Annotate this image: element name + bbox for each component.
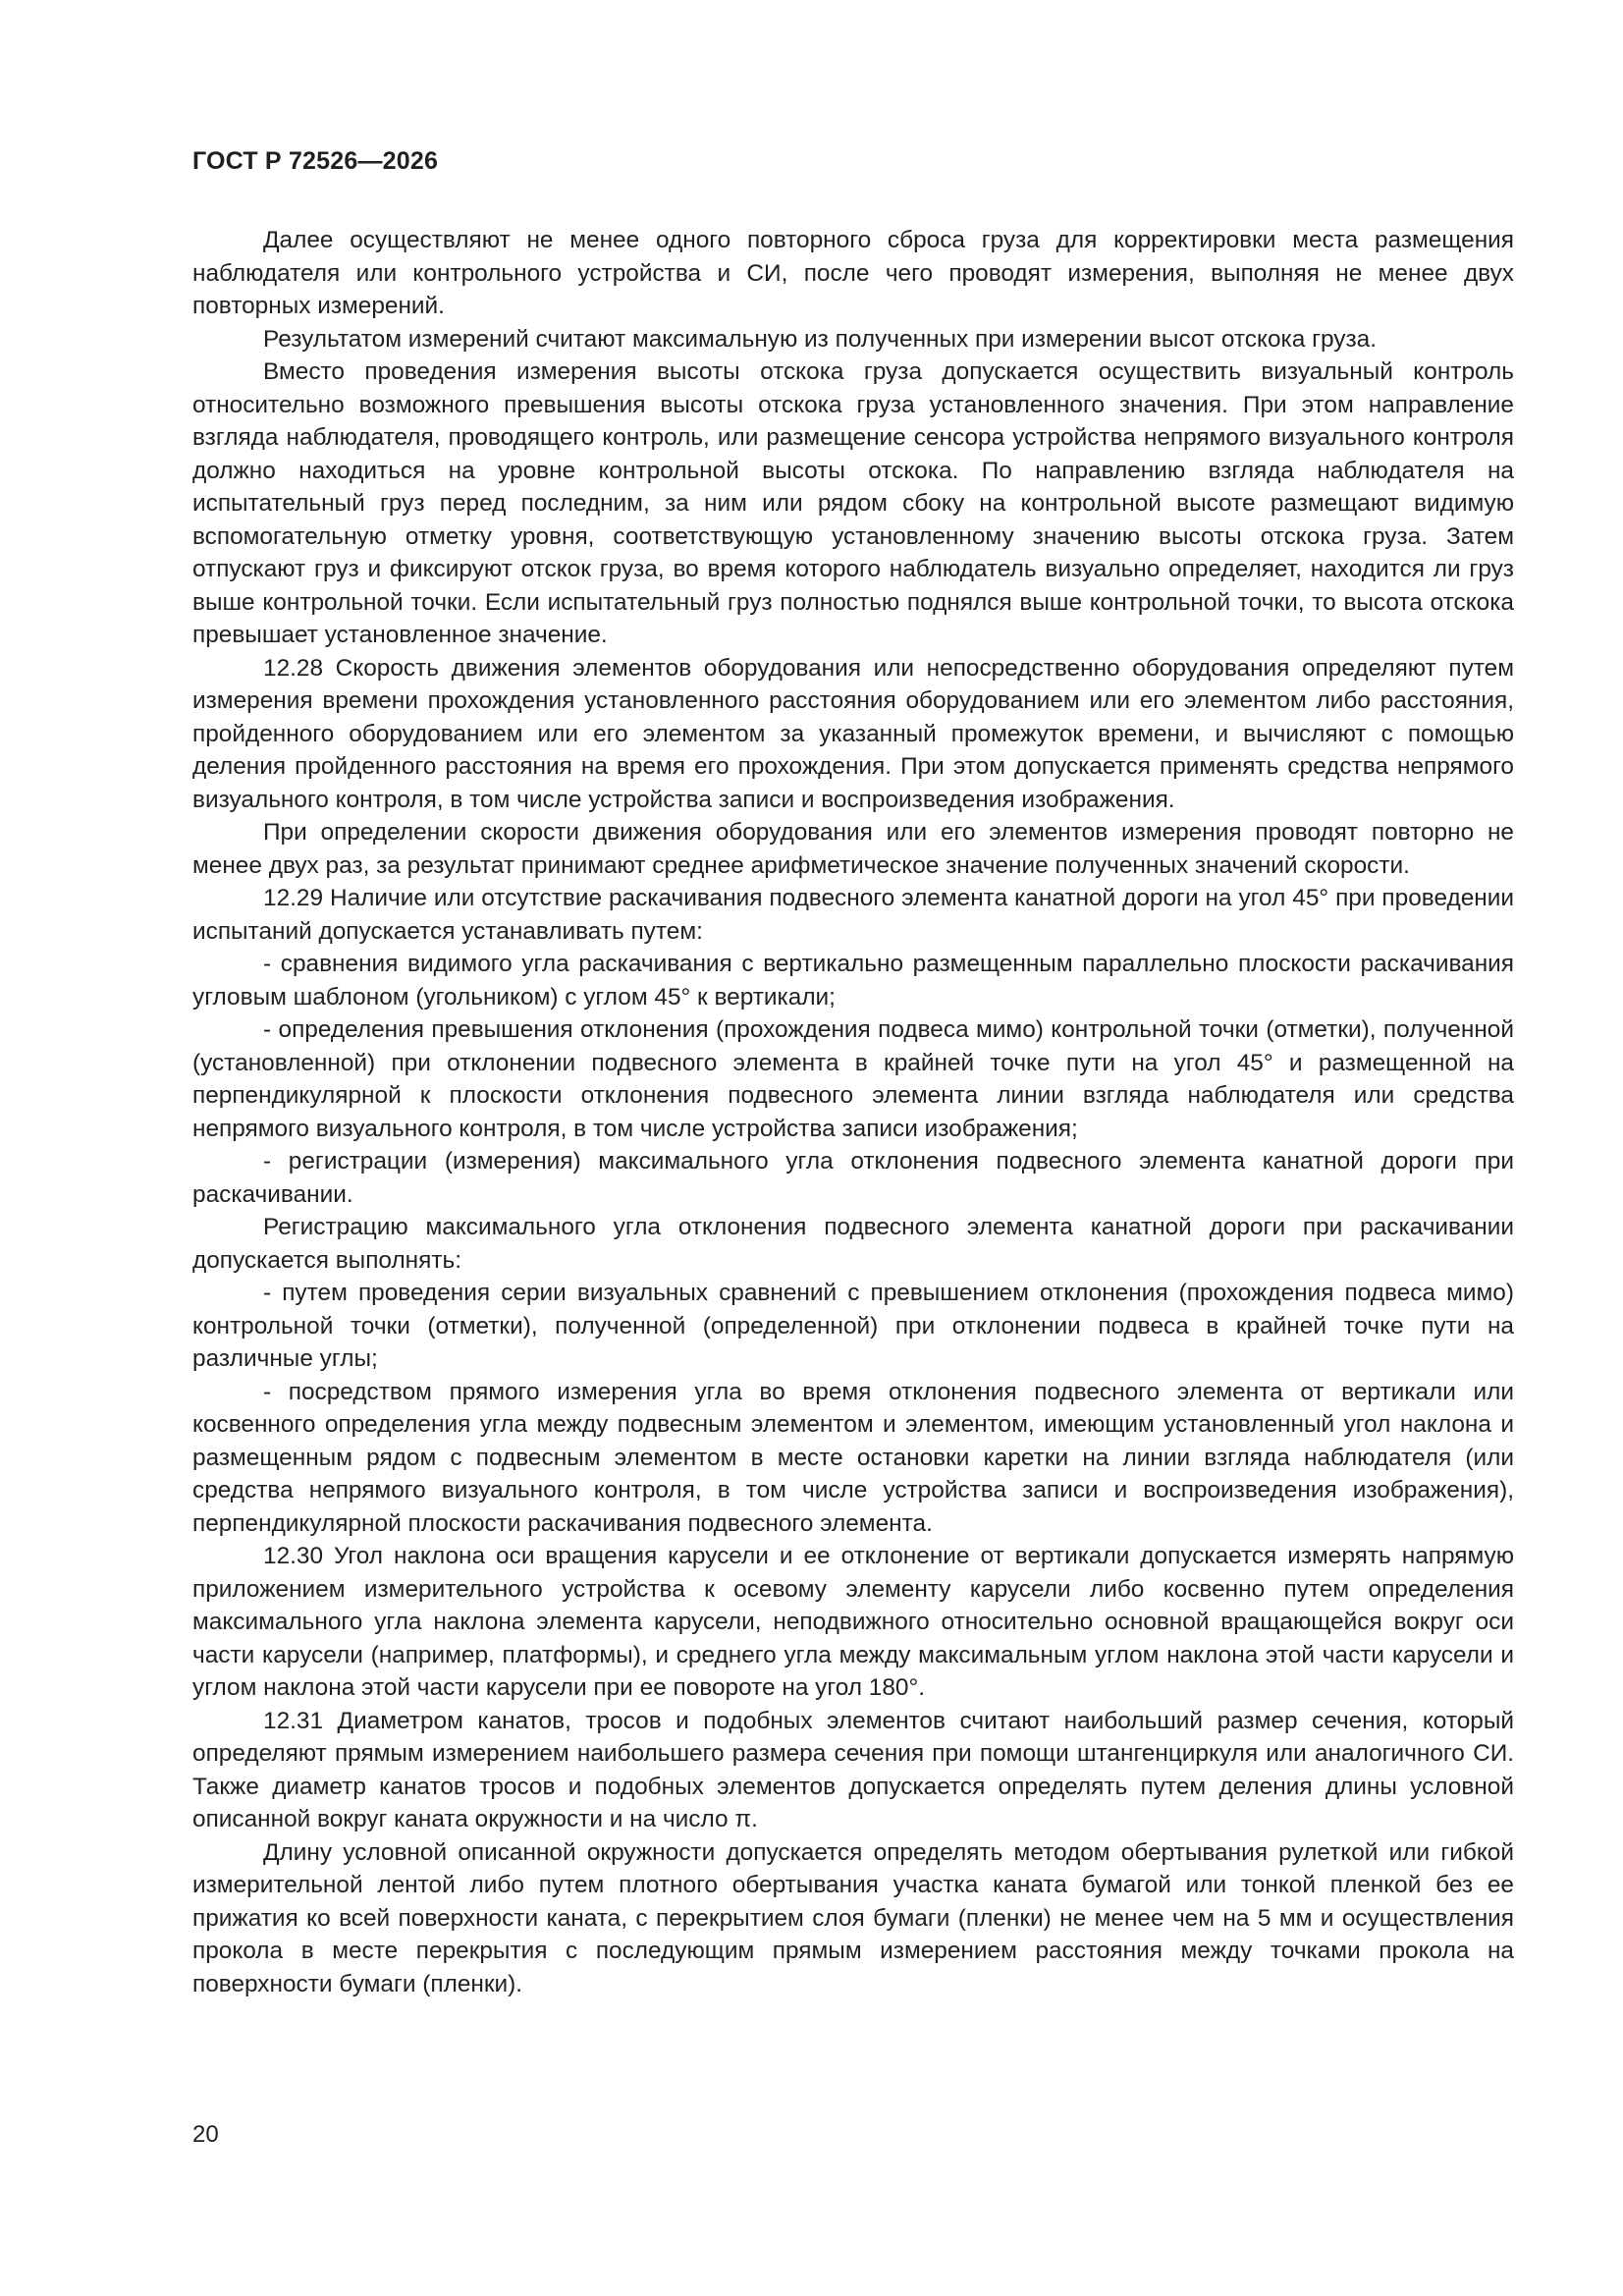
- paragraph: Далее осуществляют не менее одного повторного сброса груза для корректировки места размещения наблюдателя или контрольного устройства и СИ, после чего проводят измерения, выполняя не менее двух повторных измерений.: [192, 227, 1514, 319]
- paragraph: При определении скорости движения оборудования или его элементов измерения проводят повторно не менее двух раз, за результат принимают среднее арифметическое значение полученных значений скорости.: [192, 819, 1514, 879]
- paragraph: Длину условной описанной окружности допускается определять методом обертывания рулеткой или гибкой измерительной лентой либо путем плотного обертывания участка каната бумагой или тонкой пленкой без ее прижатия ко всей поверхности каната, с перекрытием слоя бумаги (пленки) не менее чем на 5 мм и осуществления прокола в месте перекрытия с последующим прямым измерением расстояния между точками прокола на поверхности бумаги (пленки).: [192, 1838, 1514, 1997]
- list-item: - сравнения видимого угла раскачивания с вертикально размещенным параллельно плоскости раскачивания угловым шаблоном (угольником) с углом 45° к вертикали;: [192, 951, 1514, 1011]
- paragraph: Вместо проведения измерения высоты отскока груза допускается осуществить визуальный контроль относительно возможного превышения высоты отскока груза установленного значения. При этом направление взгляда наблюдателя, проводящего контроль, или размещение сенсора устройства непрямого визуального контроля должно находиться на уровне контрольной высоты отскока. По направлению взгляда наблюдателя на испытательный груз перед последним, за ним или рядом сбоку на контрольной высоте размещают видимую вспомогательную отметку уровня, соответствующую установленному значению высоты отскока груза. Затем отпускают груз и фиксируют отскок груза, во время которого наблюдатель визуально определяет, находится ли груз выше контрольной точки. Если испытательный груз полностью поднялся выше контрольной точки, то высота отскока превышает установленное значение.: [192, 358, 1514, 648]
- paragraph: Результатом измерений считают максимальную из полученных при измерении высот отскока груза.: [263, 325, 1377, 353]
- page-number: 20: [192, 2121, 219, 2148]
- document-body: [192, 224, 1514, 2000]
- list-item: - регистрации (измерения) максимального угла отклонения подвесного элемента канатной дороги при раскачивании.: [192, 1148, 1514, 1208]
- paragraph-12-31: 12.31 Диаметром канатов, тросов и подобных элементов считают наибольший размер сечения, который определяют прямым измерением наибольшего размера сечения при помощи штангенциркуля или аналогичного СИ. Также диаметр канатов тросов и подобных элементов допускается определять путем деления длины условной описанной вокруг каната окружности и на число π.: [192, 1707, 1514, 1832]
- paragraph-12-29: 12.29 Наличие или отсутствие раскачивания подвесного элемента канатной дороги на угол 45° при проведении испытаний допускается устанавливать путем:: [192, 885, 1514, 945]
- paragraph-12-30: 12.30 Угол наклона оси вращения карусели и ее отклонение от вертикали допускается измерять напрямую приложением измерительного устройства к осевому элементу карусели либо косвенно путем определения максимального угла наклона элемента карусели, неподвижного относительно основной вращающейся вокруг оси части карусели (например, платформы), и среднего угла между максимальным углом наклона этой части карусели и углом наклона этой части карусели при ее повороте на угол 180°.: [192, 1543, 1514, 1701]
- list-item: - определения превышения отклонения (прохождения подвеса мимо) контрольной точки (отметки), полученной (установленной) при отклонении подвесного элемента в крайней точке пути на угол 45° и размещенной на перпендикулярной к плоскости отклонения подвесного элемента линии взгляда наблюдателя или средства непрямого визуального контроля, в том числе устройства записи изображения;: [192, 1016, 1514, 1142]
- paragraph: Регистрацию максимального угла отклонения подвесного элемента канатной дороги при раскачивании допускается выполнять:: [192, 1214, 1514, 1274]
- list-item: - посредством прямого измерения угла во время отклонения подвесного элемента от вертикали или косвенного определения угла между подвесным элементом и элементом, имеющим установленный угол наклона и размещенным рядом с подвесным элементом в месте остановки каретки на линии взгляда наблюдателя (или средства непрямого визуального контроля, в том числе устройства записи и воспроизведения изображения), перпендикулярной плоскости раскачивания подвесного элемента.: [192, 1378, 1514, 1537]
- list-item: - путем проведения серии визуальных сравнений с превышением отклонения (прохождения подвеса мимо) контрольной точки (отметки), полученной (определенной) при отклонении подвеса в крайней точке пути на различные углы;: [192, 1280, 1514, 1372]
- paragraph-12-28: 12.28 Скорость движения элементов оборудования или непосредственно оборудования определяют путем измерения времени прохождения установленного расстояния оборудованием или его элементом либо расстояния, пройденного оборудованием или его элементом за указанный промежуток времени, и вычисляют с помощью деления пройденного расстояния на время его прохождения. При этом допускается применять средства непрямого визуального контроля, в том числе устройства записи и воспроизведения изображения.: [192, 654, 1514, 813]
- document-code-header: ГОСТ Р 72526—2026: [192, 147, 439, 175]
